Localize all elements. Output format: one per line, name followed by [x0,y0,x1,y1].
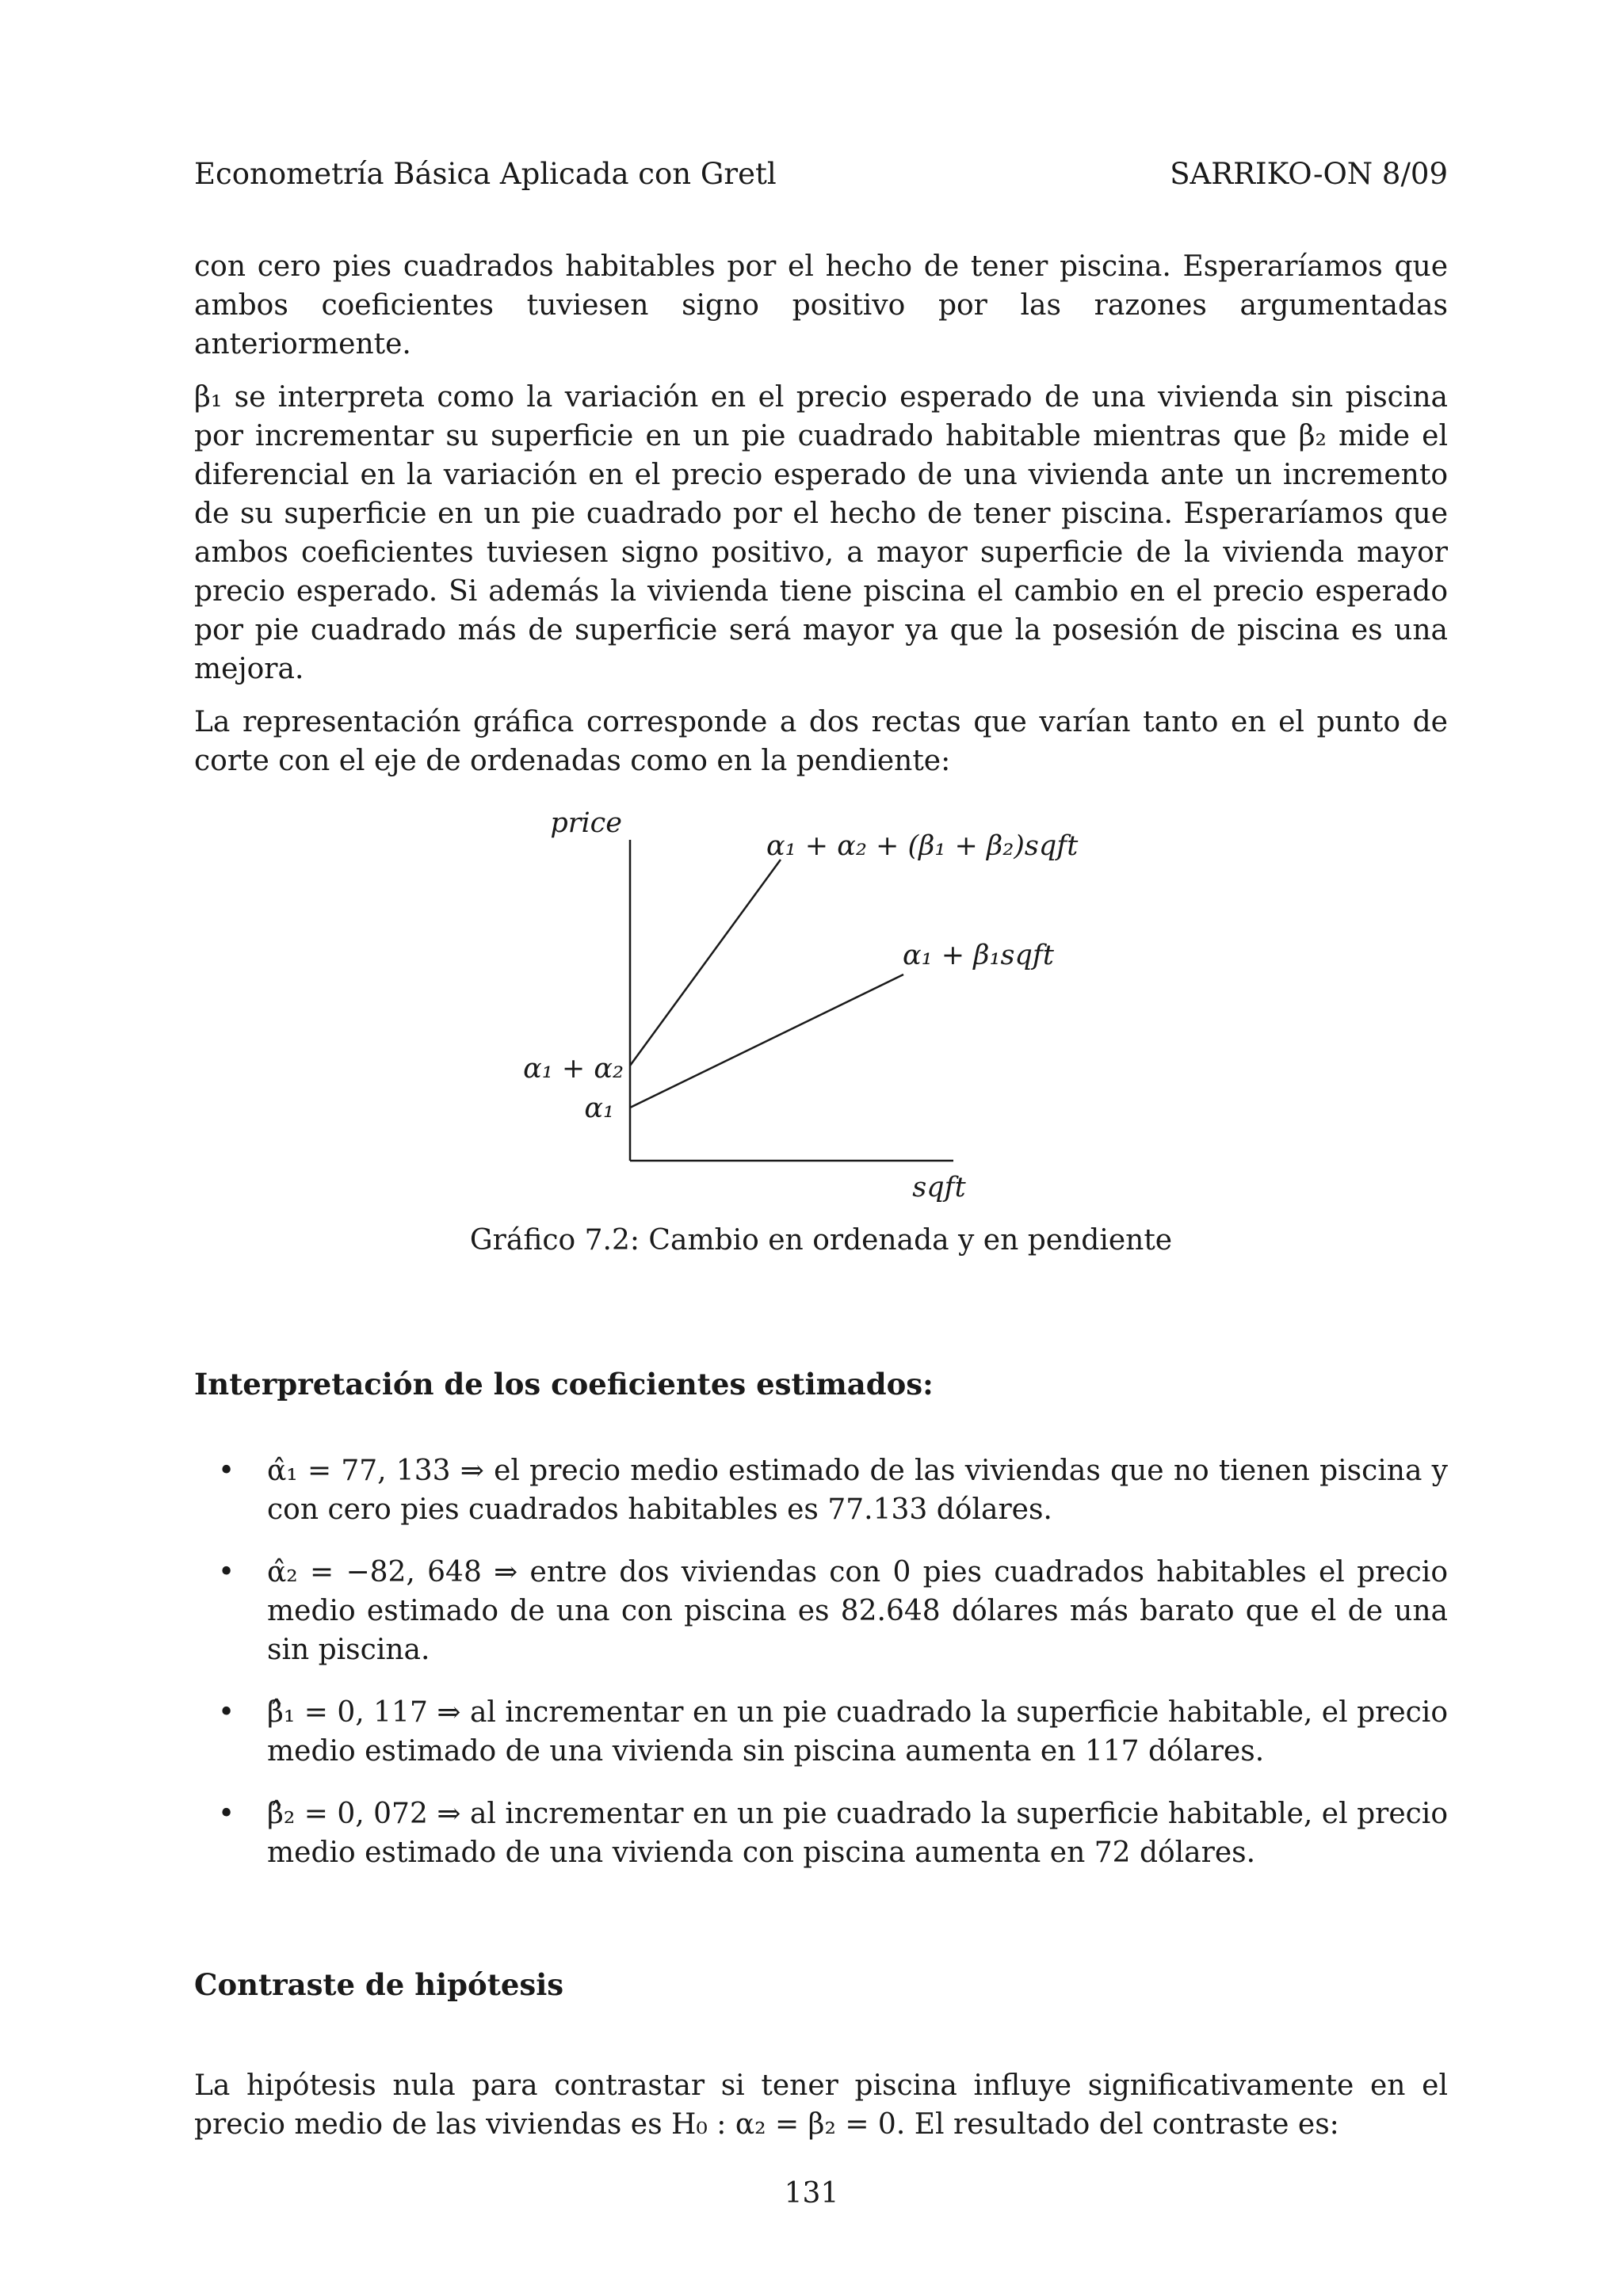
bullet-icon: • [218,1798,235,1830]
header-series: SARRIKO-ON 8/09 [1170,157,1448,191]
paragraph: La hipótesis nula para contrastar si tener piscina influye significativamente en el precio medio de las viviendas es H₀ : α₂ = β₂ = 0. El resultado del contraste es: [194,2069,1448,2141]
intercept-without-pool-label: α₁ [584,1093,614,1124]
list-item-text: α̂₁ = 77, 133 ⇒ el precio medio estimado de las viviendas que no tienen piscina y con cero pies cuadrados habitables es 77.133 dólares. [267,1455,1448,1526]
list-item-text: β̂₂ = 0, 072 ⇒ al incrementar en un pie cuadrado la superficie habitable, el precio medio estimado de una vivienda con piscina aumenta en 72 dólares. [267,1798,1448,1869]
list-item [194,1553,1448,1669]
line-with-pool [630,860,781,1066]
paragraph: con cero pies cuadrados habitables por el hecho de tener piscina. Esperaríamos que ambos coeficientes tuviesen signo positivo por las razones argumentadas anteriormente. [194,250,1448,360]
list-item-text: α̂₂ = −82, 648 ⇒ entre dos viviendas con 0 pies cuadrados habitables el precio medio estimado de una con piscina es 82.648 dólares más barato que el de una sin piscina. [267,1556,1448,1666]
list-item [194,1794,1448,1872]
intercept-with-pool-label: α₁ + α₂ [523,1053,624,1085]
line-diagram [194,804,1448,1216]
main-content [194,247,1448,2158]
y-axis-label: price [550,807,622,839]
line-with-pool-label: α₁ + α₂ + (β₁ + β₂)sqft [766,830,1079,862]
header-book-title: Econometría Básica Aplicada con Gretl [194,157,777,191]
page-number: 131 [784,2177,839,2210]
list-item [194,1451,1448,1529]
list-item-text: β̂₁ = 0, 117 ⇒ al incrementar en un pie cuadrado la superficie habitable, el precio medio estimado de una vivienda sin piscina aumenta en 117 dólares. [267,1696,1448,1768]
section-heading-hypothesis: Contraste de hipótesis [194,1967,564,2002]
running-header [194,155,1448,193]
paragraph: La representación gráfica corresponde a dos rectas que varían tanto en el punto de corte con el eje de ordenadas como en la pendiente: [194,706,1448,777]
coefficient-list [194,1451,1448,1872]
list-item [194,1693,1448,1771]
bullet-icon: • [218,1556,235,1589]
line-without-pool [630,974,903,1108]
figure-caption: Gráfico 7.2: Cambio en ordenada y en pendiente [469,1224,1173,1257]
figure-7-2 [194,804,1448,1257]
bullet-icon: • [218,1455,235,1487]
x-axis-label: sqft [912,1172,966,1203]
bullet-icon: • [218,1696,235,1729]
line-without-pool-label: α₁ + β₁sqft [903,940,1054,971]
section-heading-interpretation: Interpretación de los coeficientes estimados: [194,1367,934,1402]
paragraph: β₁ se interpreta como la variación en el precio esperado de una vivienda sin piscina por incrementar su superficie en un pie cuadrado habitable mientras que β₂ mide el diferencial en la variación en el precio esperado de una vivienda ante un incremento de su superficie en un pie cuadrado por el hecho de tener piscina. Esperaríamos que ambos coeficientes tuviesen signo positivo, a mayor superficie de la vivienda mayor precio esperado. Si además la vivienda tiene piscina el cambio en el precio esperado por pie cuadrado más de superficie será mayor ya que la posesión de piscina es una mejora. [194,381,1448,685]
